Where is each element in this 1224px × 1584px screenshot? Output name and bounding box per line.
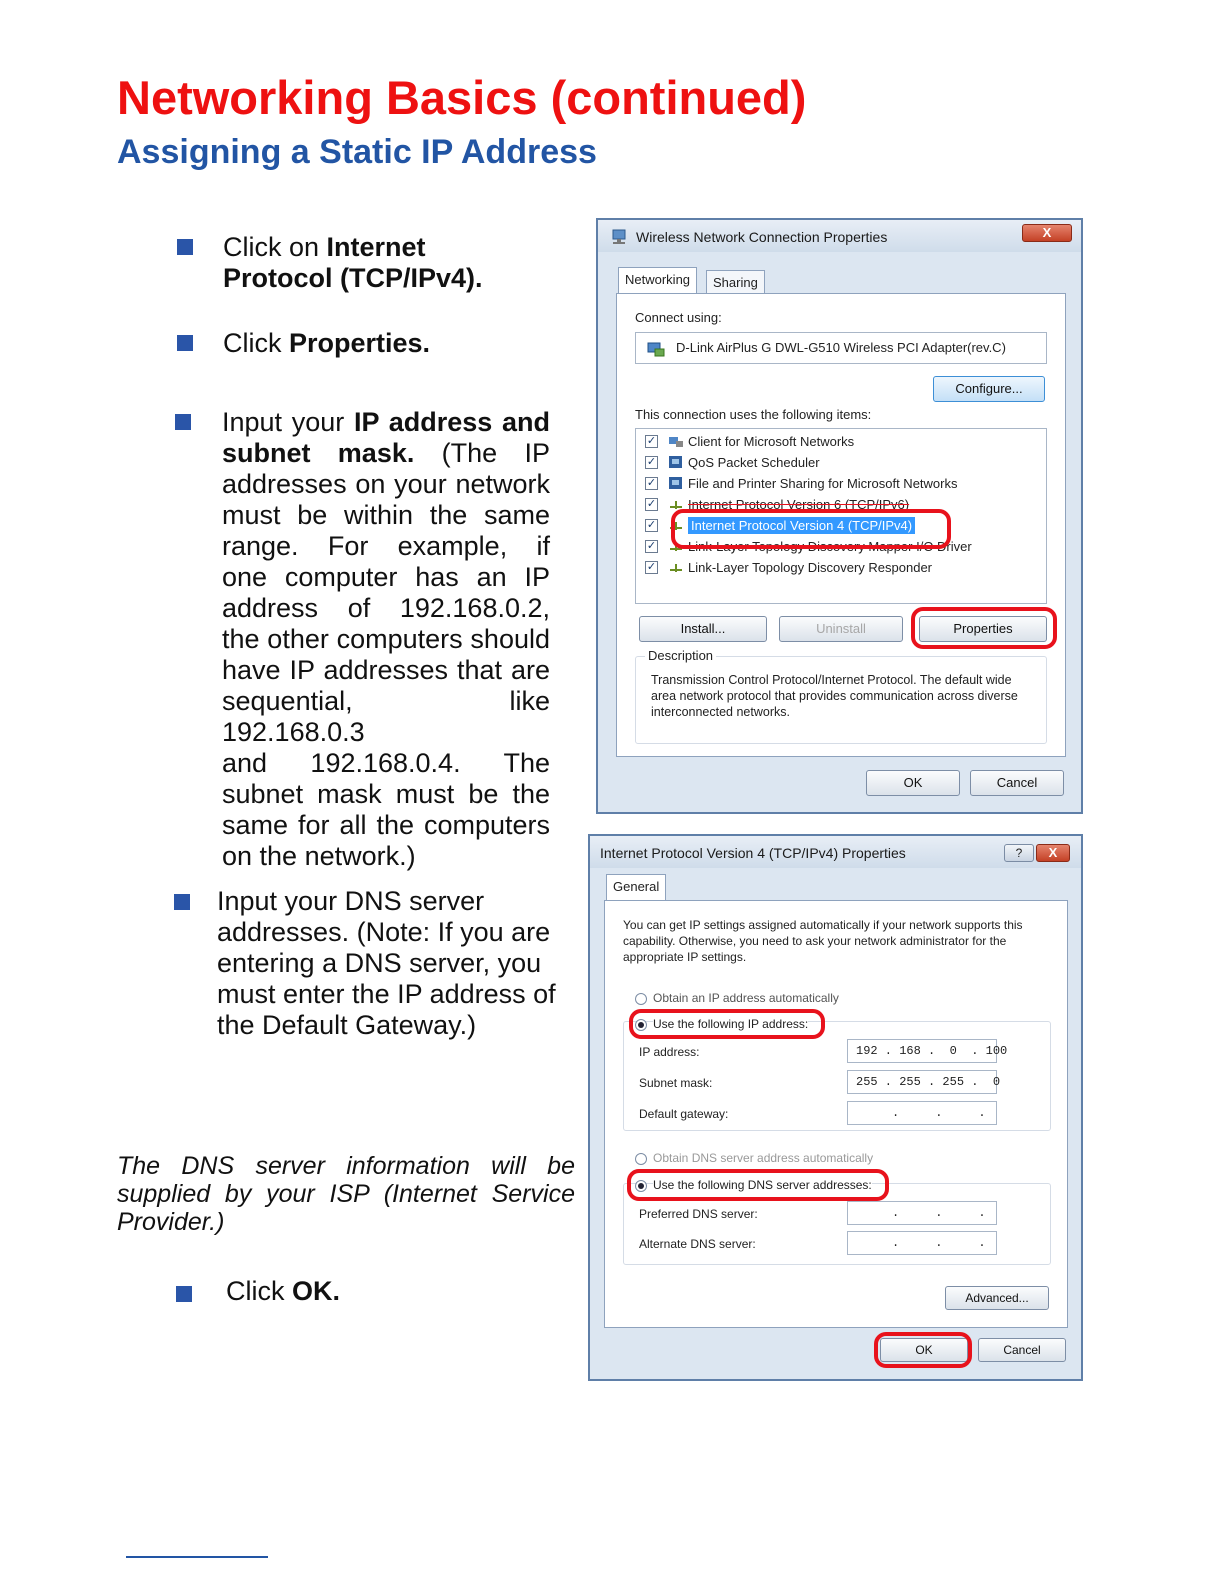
- configure-button[interactable]: Configure...: [933, 376, 1045, 402]
- dialog-title: Wireless Network Connection Properties: [636, 229, 888, 245]
- obtain-dns-label: Obtain DNS server address automatically: [653, 1151, 874, 1165]
- wireless-properties-dialog: [596, 218, 1083, 814]
- items-list: ✓ Client for Microsoft Networks ✓ QoS Packet Scheduler ✓ File and Printer Sharing for Microsoft Networks ✓ Internet Protocol Version 6 (TCP/IPv6) ✓ Internet Protocol Version 4 (TCP/IPv4) ✓ Link-Layer Topology Discovery Mapper I/O Driver ✓ Link-Layer Topology Discovery Responder: [635, 428, 1047, 604]
- isp-note: The DNS server information will be supplied by your ISP (Internet Service Provider.): [117, 1152, 575, 1236]
- alternate-dns-label: Alternate DNS server:: [639, 1237, 756, 1251]
- use-dns-label: Use the following DNS server addresses:: [653, 1178, 872, 1192]
- close-button[interactable]: X: [1036, 844, 1070, 862]
- step-4-text: Input your DNS server addresses. (Note: If you are entering a DNS server, you must enter the IP address of the Default Gateway.): [217, 886, 556, 1040]
- description-text: Transmission Control Protocol/Internet Protocol. The default wide area network protocol that provides communication across diverse interconnected networks.: [651, 673, 1018, 719]
- uninstall-button[interactable]: Uninstall: [779, 616, 903, 642]
- step-3-text: Input your IP address and subnet mask. (The IP addresses on your network must be within the same range. For example, if one computer has an IP address of 192.168.0.2, the other computers should have IP addresses that are sequential, like 192.168.0.3 and 192.168.0.4. The subnet mask must be the same for all the computers on the network.): [222, 407, 551, 871]
- bullet-square-icon: [176, 1286, 192, 1302]
- advanced-button[interactable]: Advanced...: [945, 1286, 1049, 1310]
- preferred-dns-input[interactable]: . . .: [847, 1201, 997, 1225]
- file-printer-icon: [668, 476, 684, 490]
- properties-button[interactable]: Properties: [919, 616, 1047, 642]
- networking-panel: [616, 293, 1066, 757]
- highlight-ring: [629, 1009, 825, 1039]
- footer-rule: [126, 1556, 268, 1558]
- tab-networking[interactable]: Networking: [618, 267, 697, 293]
- intro-text: You can get IP settings assigned automatically if your network supports this capability. Otherwise, you need to ask your network administrator for the appropriate IP settings.: [623, 918, 1023, 964]
- connect-using-label: Connect using:: [635, 310, 722, 325]
- checkbox[interactable]: ✓: [646, 435, 657, 447]
- qos-icon: [668, 455, 684, 469]
- use-ip-label: Use the following IP address:: [653, 1017, 809, 1031]
- alternate-dns-input[interactable]: . . .: [847, 1231, 997, 1255]
- checkbox[interactable]: ✓: [646, 561, 657, 573]
- default-gateway-input[interactable]: . . .: [847, 1101, 997, 1125]
- page-title: Networking Basics (continued): [117, 71, 807, 124]
- help-button[interactable]: ?: [1004, 844, 1034, 862]
- step-1-text: Click on Internet Protocol (TCP/IPv4).: [223, 232, 483, 293]
- tab-sharing[interactable]: Sharing: [706, 270, 765, 294]
- ok-button[interactable]: OK: [880, 1338, 968, 1362]
- adapter-name: D-Link AirPlus G DWL-G510 Wireless PCI Adapter(rev.C): [676, 340, 1006, 355]
- obtain-ip-label: Obtain an IP address automatically: [653, 991, 839, 1005]
- bullet-square-icon: [175, 414, 191, 430]
- highlight-ring: [671, 509, 951, 549]
- step-5-text: Click OK.: [226, 1276, 341, 1306]
- protocol-icon: [668, 560, 684, 574]
- checkbox[interactable]: ✓: [646, 519, 657, 531]
- subnet-mask-label: Subnet mask:: [639, 1076, 713, 1090]
- dialog-titlebar: [590, 836, 1081, 868]
- client-icon: [668, 434, 684, 448]
- bullet-square-icon: [177, 239, 193, 255]
- network-icon: [610, 228, 628, 246]
- description-label: Description: [645, 648, 716, 663]
- bullet-square-icon: [174, 894, 190, 910]
- highlight-ring: [911, 607, 1057, 649]
- ok-button[interactable]: OK: [866, 770, 960, 796]
- page-subtitle: Assigning a Static IP Address: [117, 133, 597, 171]
- bullet-square-icon: [177, 335, 193, 351]
- checkbox[interactable]: ✓: [646, 477, 657, 489]
- ipv4-properties-dialog: [588, 834, 1083, 1381]
- subnet-mask-input[interactable]: 255 . 255 . 255 . 0: [847, 1070, 997, 1094]
- checkbox[interactable]: ✓: [646, 498, 657, 510]
- close-button[interactable]: X: [1022, 224, 1072, 242]
- highlight-ring: [627, 1169, 889, 1201]
- ip-address-label: IP address:: [639, 1045, 700, 1059]
- adapter-icon: [646, 339, 666, 359]
- cancel-button[interactable]: Cancel: [970, 770, 1064, 796]
- highlight-ring: [874, 1332, 972, 1368]
- dialog-title: Internet Protocol Version 4 (TCP/IPv4) Properties: [600, 845, 906, 861]
- obtain-dns-radio[interactable]: [635, 1153, 647, 1165]
- items-label: This connection uses the following items:: [635, 407, 872, 422]
- checkbox[interactable]: ✓: [646, 540, 657, 552]
- tab-general[interactable]: General: [606, 874, 666, 900]
- default-gateway-label: Default gateway:: [639, 1107, 729, 1121]
- step-2-text: Click Properties.: [223, 328, 431, 358]
- obtain-ip-radio[interactable]: [635, 993, 647, 1005]
- general-panel: [604, 900, 1068, 1328]
- cancel-button[interactable]: Cancel: [978, 1338, 1066, 1362]
- preferred-dns-label: Preferred DNS server:: [639, 1207, 758, 1221]
- checkbox[interactable]: ✓: [646, 456, 657, 468]
- adapter-field: [635, 332, 1047, 364]
- ip-address-input[interactable]: 192 . 168 . 0 . 100: [847, 1039, 997, 1063]
- dialog-titlebar: [598, 220, 1081, 252]
- install-button[interactable]: Install...: [639, 616, 767, 642]
